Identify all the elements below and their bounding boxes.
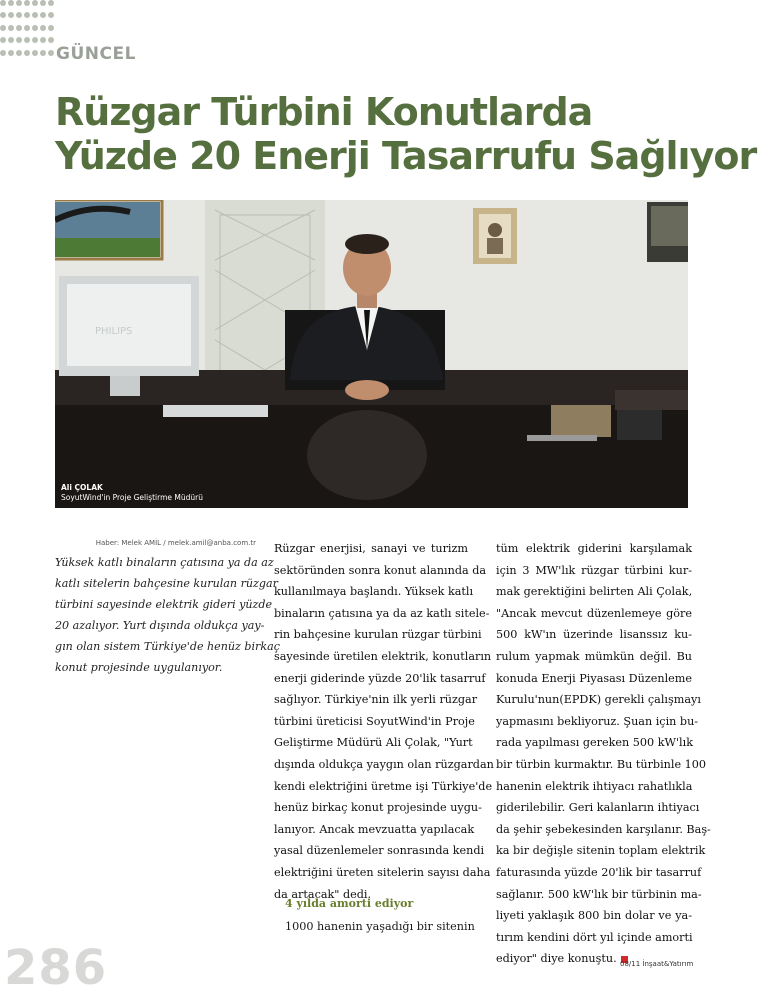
body-line: hanenin elektrik ihtiyacı rahatlıkla — [496, 779, 693, 793]
body-line: 500 kW'ın üzerinde lisanssız ku- — [496, 628, 692, 642]
lead-line: katlı sitelerin bahçesine kurulan rüzgar — [55, 577, 278, 590]
lead-paragraph — [55, 552, 280, 678]
section-label: GÜNCEL — [56, 44, 136, 64]
body-line: elektriğini üreten sitelerin sayısı daha — [274, 865, 491, 879]
lead-line: konut projesinde uygulanıyor. — [55, 661, 223, 674]
decorative-dot-pattern — [0, 0, 60, 60]
body-line: tüm elektrik giderini karşılamak — [496, 542, 692, 555]
body-line: tırım kendini dört yıl içinde amorti — [496, 930, 693, 944]
byline: Haber: Melek AMİL / melek.amil@anba.com.tr — [95, 539, 256, 547]
body-line: rin bahçesine kurulan rüzgar türbini — [274, 628, 482, 642]
lead-line: 20 azalıyor. Yurt dışında oldukça yay- — [55, 619, 265, 632]
article-column-2-continued — [285, 916, 475, 937]
body-line: rada yapılması gereken 500 kW'lık — [496, 736, 693, 750]
headline-line-2: Yüzde 20 Enerji Tasarrufu Sağlıyor — [55, 134, 757, 178]
body-line: enerji giderinde yüzde 20'lik tasarruf — [274, 671, 486, 685]
lead-line: gın olan sistem Türkiye'de henüz birkaç — [55, 640, 280, 653]
caption-title: SoyutWind'in Proje Geliştirme Müdürü — [61, 493, 203, 502]
body-line: liyeti yaklaşık 800 bin dolar ve ya- — [496, 909, 692, 923]
body-line: kullanılmaya başlandı. Yüksek katlı — [274, 585, 474, 599]
body-line: sağlanır. 500 kW'lık bir türbinin ma- — [496, 887, 702, 901]
body-line: Rüzgar enerjisi, sanayi ve turizm — [274, 542, 468, 555]
body-line: Geliştirme Müdürü Ali Çolak, "Yurt — [274, 736, 473, 750]
headline-line-1: Rüzgar Türbini Konutlarda — [55, 90, 593, 134]
caption-name: Ali ÇOLAK — [61, 483, 103, 492]
lead-line: Yüksek katlı binaların çatısına ya da az — [55, 556, 274, 569]
photo-caption — [61, 483, 203, 503]
office-scene-illustration — [55, 200, 688, 508]
body-line: rulum yapmak mümkün değil. Bu — [496, 649, 692, 663]
article-photo — [55, 200, 688, 508]
body-line: için 3 MW'lık rüzgar türbini kur- — [496, 563, 692, 577]
body-line: 1000 hanenin yaşadığı bir sitenin — [285, 920, 475, 933]
body-line: sayesinde üretilen elektrik, konutların — [274, 649, 492, 663]
body-line: bir türbin kurmaktır. Bu türbinle 100 — [496, 757, 706, 771]
monitor-brand-label: PHILIPS — [95, 326, 133, 337]
body-line: türbini üreticisi SoyutWind'in Proje — [274, 714, 475, 728]
footer-issue: 08/11 İnşaat&Yatırım — [620, 960, 694, 968]
body-line: Kurulu'nun(EPDK) gerekli çalışmayı — [496, 693, 701, 707]
body-line: giderilebilir. Geri kalanların ihtiyacı — [496, 801, 700, 815]
article-column-2 — [274, 538, 494, 905]
lead-line: türbini sayesinde elektrik gideri yüzde — [55, 598, 273, 611]
body-line: faturasında yüzde 20'lik bir tasarruf — [496, 865, 702, 879]
body-line-text: ediyor" diye konuştu. — [496, 952, 617, 966]
page-number: 286 — [4, 940, 108, 996]
body-line: dışında oldukça yaygın olan rüzgardan — [274, 757, 494, 771]
body-line: ka bir değişle sitenin toplam elektrik — [496, 844, 706, 858]
article-column-3 — [496, 538, 711, 970]
body-line: "Ancak mevcut düzenlemeye göre — [496, 606, 692, 620]
body-line: da şehir şebekesinden karşılanır. Baş- — [496, 822, 711, 836]
body-line: lanıyor. Ancak mevzuatta yapılacak — [274, 822, 475, 836]
body-line: konuda Enerji Piyasası Düzenleme — [496, 671, 692, 685]
subheading: 4 yılda amorti ediyor — [285, 897, 414, 910]
body-line: yasal düzenlemeler sonrasında kendi — [274, 844, 485, 858]
body-line: sağlıyor. Türkiye'nin ilk yerli rüzgar — [274, 693, 478, 707]
body-line: da artacak" dedi. — [274, 887, 372, 901]
body-line: binaların çatısına ya da az katlı sitele- — [274, 606, 490, 620]
article-headline — [55, 90, 757, 178]
body-line: kendi elektriğini üretme işi Türkiye'de — [274, 779, 493, 793]
body-line: mak gerektiğini belirten Ali Çolak, — [496, 585, 693, 599]
body-line: sektöründen sonra konut alanında da — [274, 563, 487, 577]
body-line: henüz birkaç konut projesinde uygu- — [274, 801, 482, 815]
body-line: yapmasını bekliyoruz. Şuan için bu- — [496, 714, 699, 728]
